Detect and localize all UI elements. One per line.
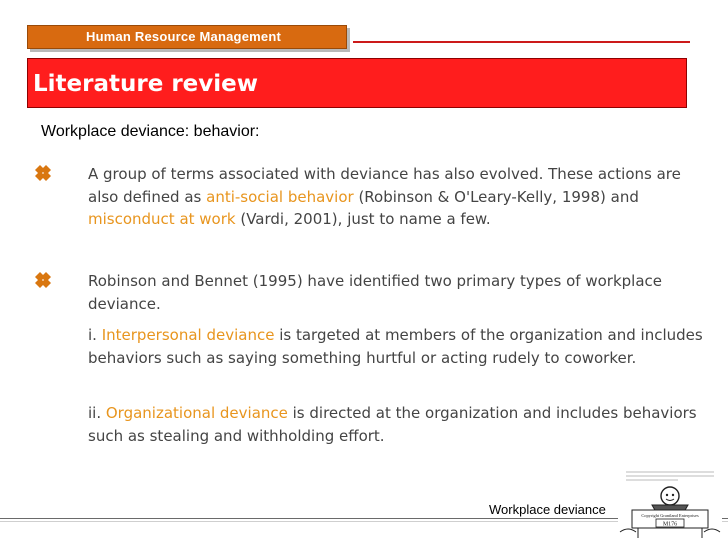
bullet-1-text-c: (Vardi, 2001), just to name a few.	[235, 210, 491, 228]
diamond-bullet-icon	[34, 271, 58, 289]
sub-item-number: i.	[88, 326, 102, 344]
term-misconduct-at-work: misconduct at work	[88, 210, 236, 228]
bullet-1-text-a: A group of terms associated with deviance has also evolved. These actions are also defined as	[88, 165, 681, 206]
bullet-1-text-b: (Robinson & O'Leary-Kelly, 1998) and	[353, 187, 639, 206]
term-interpersonal-deviance: Interpersonal deviance	[101, 326, 275, 344]
sub-item-text: is directed at the organization and includes behaviors such as stealing and withholding effort.	[88, 404, 697, 445]
sub-item-number: ii.	[88, 404, 106, 422]
term-organizational-deviance: Organizational deviance	[105, 404, 288, 422]
header-rule	[353, 41, 690, 43]
bullet-paragraph-2: Robinson and Bennet (1995) have identified two primary types of workplace deviance.	[88, 272, 662, 313]
cartoon-image	[618, 466, 722, 540]
title-bar	[27, 58, 687, 108]
bullet-paragraph-1	[88, 163, 708, 231]
sub-item-interpersonal	[88, 324, 708, 369]
section-tag	[27, 25, 347, 49]
sub-item-organizational	[88, 402, 708, 447]
cartoon-caption: Copyright Grantland Enterprises	[641, 513, 699, 518]
cartoon-code: M176	[662, 521, 678, 528]
section-tag-label: Human Resource Management	[86, 29, 281, 44]
sub-item-text: is targeted at members of the organization and includes behaviors such as saying something hurtful or acting rudely to coworker.	[88, 326, 703, 367]
footer-label: Workplace deviance	[489, 502, 606, 517]
term-anti-social-behavior: anti-social behavior	[206, 187, 354, 206]
diamond-bullet-icon	[34, 164, 58, 182]
slide-title: Literature review	[33, 71, 258, 97]
slide-subtitle: Workplace deviance: behavior:	[41, 123, 260, 140]
